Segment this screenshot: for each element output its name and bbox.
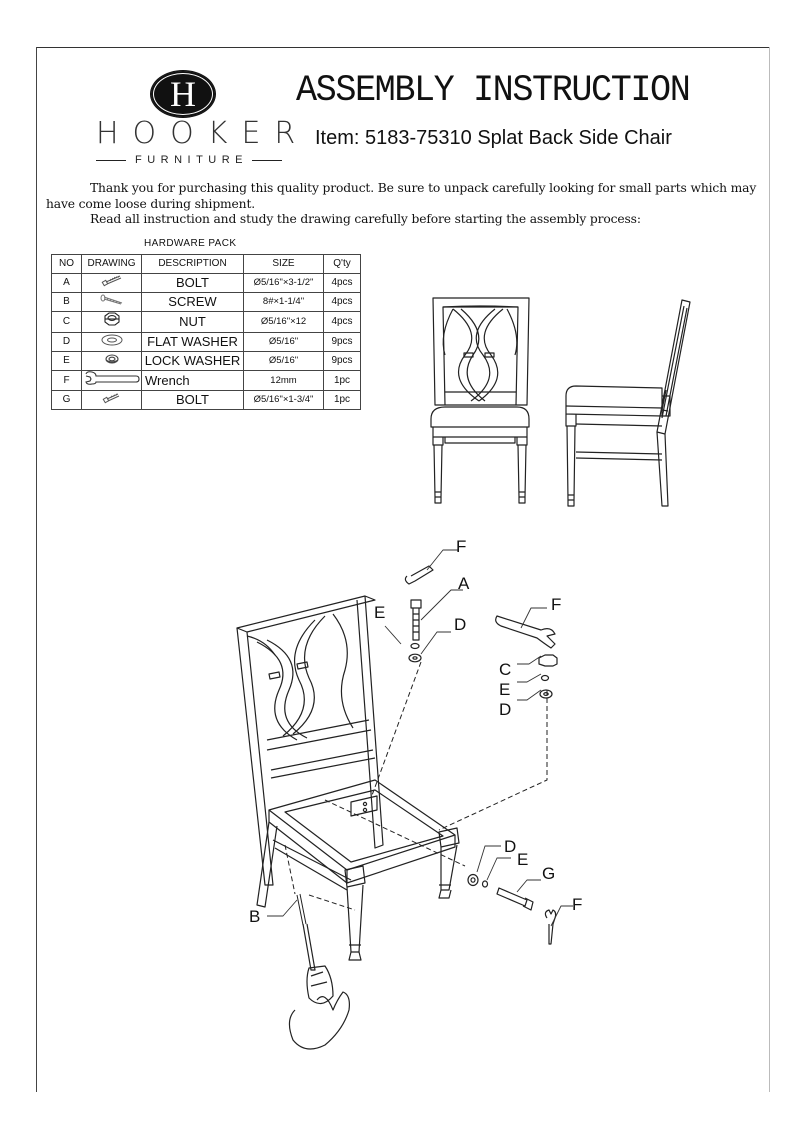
row-size: Ø5/16" <box>244 332 324 351</box>
table-header-row <box>52 255 361 274</box>
column-header-description: DESCRIPTION <box>142 255 244 274</box>
table-row <box>52 390 361 409</box>
row-qty: 4pcs <box>324 273 361 292</box>
row-no: F <box>52 370 82 390</box>
brand-tagline: FURNITURE <box>134 154 249 166</box>
brand-name: HOOKER <box>96 116 310 151</box>
hardware-pack-table <box>51 254 361 410</box>
row-qty: 1pc <box>324 390 361 409</box>
callout-top-flat-washer-d: D <box>454 615 467 634</box>
column-header-no: NO <box>52 255 82 274</box>
row-no: D <box>52 332 82 351</box>
row-no: E <box>52 351 82 370</box>
row-size: Ø5/16" <box>244 351 324 370</box>
callout-right-flat-washer-d: D <box>499 700 512 719</box>
brand-tagline-row <box>96 154 282 166</box>
callout-top-lock-washer-e: E <box>374 603 386 622</box>
callout-leg-wrench-f: F <box>572 895 583 914</box>
brand-logo <box>96 68 310 172</box>
chair-front-view-drawing <box>425 295 535 507</box>
row-description: SCREW <box>142 292 244 311</box>
bolt-long-icon <box>100 275 124 287</box>
callout-screw-b: B <box>249 907 261 926</box>
row-no: A <box>52 273 82 292</box>
intro-text <box>46 181 766 228</box>
table-row <box>52 370 361 390</box>
intro-paragraph-2: Read all instruction and study the drawing carefully before starting the assembly process: <box>90 212 641 226</box>
row-qty: 9pcs <box>324 332 361 351</box>
page-border-left <box>36 47 37 1092</box>
page-border-top <box>36 47 769 48</box>
tagline-rule-right <box>252 160 282 161</box>
monogram-oval <box>150 70 216 118</box>
callout-top-wrench-f: F <box>456 537 467 556</box>
lock-washer-icon <box>104 353 120 365</box>
callout-right-wrench-f: F <box>551 595 562 614</box>
monogram-letter: H <box>170 74 196 114</box>
screw-icon <box>98 294 126 306</box>
table-row <box>52 351 361 370</box>
callout-top-bolt-a: A <box>458 574 470 593</box>
chair-side-view-drawing <box>562 298 694 510</box>
exploded-assembly-diagram <box>225 537 605 1060</box>
row-qty: 9pcs <box>324 351 361 370</box>
table-row <box>52 292 361 311</box>
table-row <box>52 311 361 332</box>
callout-right-lock-washer-e: E <box>499 680 511 699</box>
row-description: NUT <box>142 311 244 332</box>
column-header-drawing: DRAWING <box>82 255 142 274</box>
top-rail <box>237 596 375 632</box>
intro-paragraph-1: Thank you for purchasing this quality product. Be sure to unpack carefully looking for small parts which may have come loose during shipment. <box>46 181 757 211</box>
row-description: Wrench <box>142 370 244 390</box>
row-description: FLAT WASHER <box>142 332 244 351</box>
column-header-size: SIZE <box>244 255 324 274</box>
row-description: LOCK WASHER <box>142 351 244 370</box>
flat-washer-icon <box>100 334 124 346</box>
callout-right-nut-c: C <box>499 660 512 679</box>
row-no: C <box>52 311 82 332</box>
page-title: ASSEMBLY INSTRUCTION <box>296 70 690 112</box>
callout-leg-bolt-g: G <box>542 864 556 883</box>
bolt-short-icon <box>101 392 123 404</box>
hardware-pack-title: HARDWARE PACK <box>144 238 237 249</box>
callout-leg-flat-washer-d: D <box>504 837 517 856</box>
table-row <box>52 332 361 351</box>
wrench-icon <box>84 371 140 385</box>
page-border-right <box>769 47 770 1092</box>
row-no: B <box>52 292 82 311</box>
row-description: BOLT <box>142 390 244 409</box>
hex-nut-icon <box>101 312 123 327</box>
row-qty: 1pc <box>324 370 361 390</box>
callout-leg-lock-washer-e: E <box>517 850 529 869</box>
item-line: Item: 5183-75310 Splat Back Side Chair <box>315 127 672 149</box>
row-size: Ø5/16"×3-1/2" <box>244 273 324 292</box>
row-size: Ø5/16"×1-3/4" <box>244 390 324 409</box>
row-no: G <box>52 390 82 409</box>
column-header-qty: Q'ty <box>324 255 361 274</box>
table-row <box>52 273 361 292</box>
row-size: 12mm <box>244 370 324 390</box>
row-size: 8#×1-1/4" <box>244 292 324 311</box>
row-qty: 4pcs <box>324 311 361 332</box>
row-size: Ø5/16"×12 <box>244 311 324 332</box>
tagline-rule-left <box>96 160 126 161</box>
row-description: BOLT <box>142 273 244 292</box>
row-qty: 4pcs <box>324 292 361 311</box>
